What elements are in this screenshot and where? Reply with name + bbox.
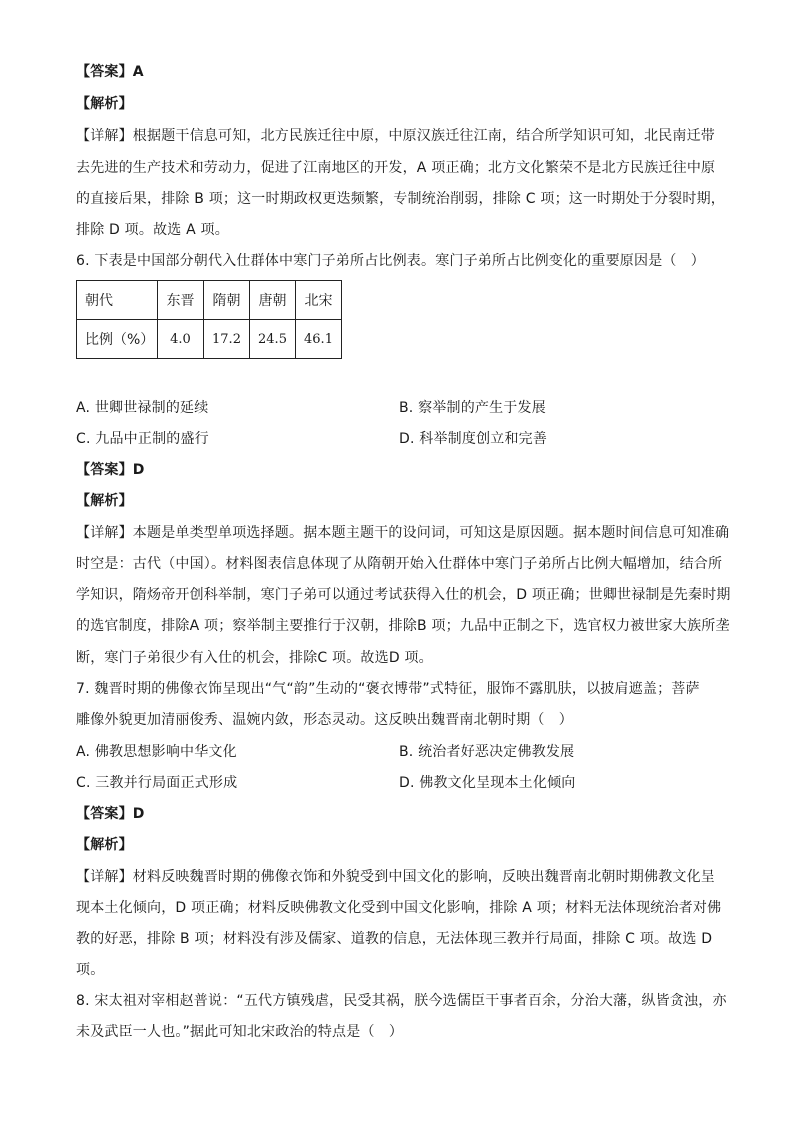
table-cell: 唐朝 (250, 281, 296, 320)
detail-line: 【详解】本题是单类型单项选择题。据本题主题干的设问词，可知这是原因题。据本题时间信息可知准确 (76, 525, 730, 541)
option-b: B. 察举制的产生于发展 (399, 400, 546, 416)
detail-line: 学知识，隋炀帝开创科举制，寒门子弟可以通过考试获得入仕的机会，D 项正确；世卿世禄制是先秦时期 (76, 587, 731, 603)
table-header-row (77, 281, 342, 320)
detail-line: 项。 (76, 962, 105, 978)
detail-line: 【详解】根据题干信息可知，北方民族迁往中原，中原汉族迁往江南，结合所学知识可知，北民南迁带 (76, 128, 715, 144)
option-a: A. 世卿世禄制的延续 (76, 400, 209, 416)
detail-line: 断，寒门子弟很少有入仕的机会，排除C 项。故选D 项。 (76, 650, 433, 666)
option-d: D. 科举制度创立和完善 (399, 431, 548, 447)
option-b: B. 统治者好恶决定佛教发展 (399, 744, 575, 760)
question-stem: 6. 下表是中国部分朝代入仕群体中寒门子弟所占比例表。寒门子弟所占比例变化的重要原因是（ ） (76, 253, 706, 269)
analysis-label: 【解析】 (76, 493, 133, 509)
table-cell: 东晋 (158, 281, 204, 320)
detail-line: 的选官制度，排除A 项；察举制主要推行于汉朝，排除B 项；九品中正制之下，选官权力被世家大族所垄 (76, 618, 730, 634)
ratio-table (76, 280, 342, 359)
detail-line: 排除 D 项。故选 A 项。 (76, 222, 229, 238)
table-cell: 北宋 (296, 281, 342, 320)
question-stem: 未及武臣一人也。”据此可知北宋政治的特点是（ ） (76, 1024, 404, 1040)
detail-line: 去先进的生产技术和劳动力，促进了江南地区的开发，A 项正确；北方文化繁荣不是北方民族迁往中原 (76, 160, 716, 176)
table-cell: 46.1 (296, 320, 342, 359)
table-cell: 17.2 (204, 320, 250, 359)
table-cell: 朝代 (77, 281, 158, 320)
table-cell: 隋朝 (204, 281, 250, 320)
detail-line: 的直接后果，排除 B 项；这一时期政权更迭频繁，专制统治削弱，排除 C 项；这一时期处于分裂时期， (76, 191, 725, 207)
detail-line: 【详解】材料反映魏晋时期的佛像衣饰和外貌受到中国文化的影响，反映出魏晋南北朝时期佛教文化呈 (76, 869, 715, 885)
detail-line: 现本土化倾向，D 项正确；材料反映佛教文化受到中国文化影响，排除 A 项；材料无法体现统治者对佛 (76, 900, 722, 916)
table-row (77, 320, 342, 359)
option-d: D. 佛教文化呈现本土化倾向 (399, 775, 576, 791)
question-stem: 7. 魏晋时期的佛像衣饰呈现出“气“韵”生动的“褒衣博带”式特征，服饰不露肌肤，以披肩遮盖；菩萨 (76, 681, 700, 697)
table-cell: 24.5 (250, 320, 296, 359)
detail-line: 时空是：古代（中国）。材料图表信息体现了从隋朝开始入仕群体中寒门子弟所占比例大幅增加，结合所 (76, 556, 723, 572)
analysis-label: 【解析】 (76, 837, 133, 853)
question-stem: 8. 宋太祖对宰相赵普说：“五代方镇残虐，民受其祸，朕今选儒臣干事者百余，分治大藩，纵皆贪浊，亦 (76, 993, 727, 1009)
answer-label: 【答案】A (76, 64, 144, 80)
detail-line: 教的好恶，排除 B 项；材料没有涉及儒家、道教的信息，无法体现三教并行局面，排除 C 项。故选 D (76, 931, 713, 947)
answer-label: 【答案】D (76, 806, 145, 822)
table-cell: 4.0 (158, 320, 204, 359)
option-c: C. 九品中正制的盛行 (76, 431, 209, 447)
option-c: C. 三教并行局面正式形成 (76, 775, 238, 791)
question-stem: 雕像外貌更加清丽俊秀、温婉内敛，形态灵动。这反映出魏晋南北朝时期（ ） (76, 712, 573, 728)
option-a: A. 佛教思想影响中华文化 (76, 744, 237, 760)
table-cell: 比例（%） (77, 320, 158, 359)
answer-label: 【答案】D (76, 462, 145, 478)
analysis-label: 【解析】 (76, 96, 133, 112)
